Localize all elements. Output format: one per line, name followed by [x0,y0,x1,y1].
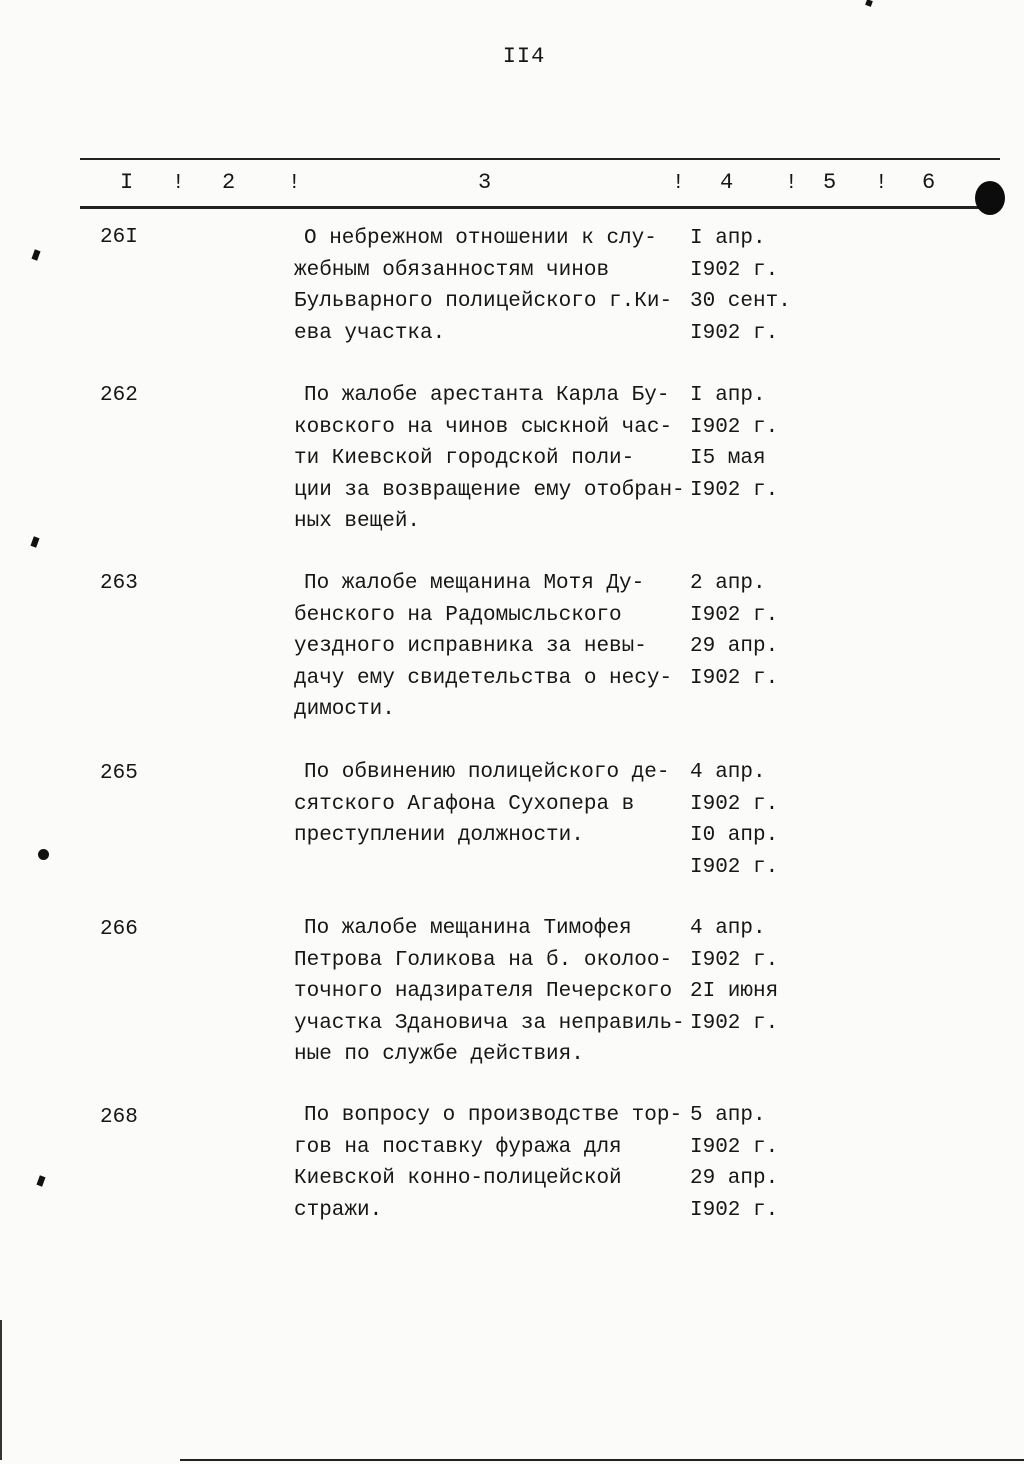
date-line: 4 апр. [690,761,766,784]
date-line: I апр. [690,227,766,250]
date-line: 4 апр. [690,917,766,940]
date-line: I902 г. [690,948,779,972]
punch-mark [30,536,39,547]
date-line: I902 г. [690,1011,779,1035]
text-line: О небрежном отношении к слу- [304,227,657,250]
text-line: ные по службе действия. [294,1043,584,1066]
row-description [294,913,699,1071]
text-line: сятского Агафона Сухопера в [294,792,635,816]
text-line: ковского на чинов сыскной час- [294,415,673,439]
row-dates [690,380,800,506]
date-line: I902 г. [690,258,779,282]
text-line: участка Здановича за неправиль- [294,1011,685,1035]
column-header-6: 6 [922,170,936,195]
table-top-rule [80,158,1000,160]
text-line: По жалобе мещанина Мотя Ду- [304,572,645,595]
date-line: I902 г. [690,603,779,627]
page-number: II4 [502,44,546,69]
text-line: гов на поставку фуража для [294,1135,622,1159]
text-line: По вопросу о производстве тор- [304,1104,683,1127]
row-description [294,223,699,349]
row-number: 265 [100,762,138,785]
punch-mark [865,0,873,7]
date-line: I902 г. [690,321,779,345]
row-dates [690,568,800,694]
row-description [294,568,699,726]
column-header-2: 2 [222,170,236,195]
row-number: 263 [100,572,138,595]
text-line: ева участка. [294,321,446,345]
text-line: Киевской конно-полицейской [294,1167,622,1190]
text-line: стражи. [294,1198,383,1222]
text-line: Бульварного полицейского г.Ки- [294,290,673,313]
text-line: Петрова Голикова на б. околоо- [294,948,673,972]
margin-line [0,1320,2,1460]
row-number: 268 [100,1106,138,1129]
date-line: I апр. [690,384,766,407]
row-number: 26I [100,226,138,249]
date-line: I902 г. [690,855,779,879]
column-separator: ! [785,172,798,195]
column-separator: ! [172,172,185,195]
punch-mark [31,249,40,260]
text-line: По обвинению полицейского де- [304,761,670,784]
column-separator: ! [672,172,685,195]
text-line: точного надзирателя Печерского [294,980,673,1003]
text-line: По жалобе арестанта Карла Бу- [304,384,670,407]
row-description [294,380,699,538]
date-line: 5 апр. [690,1104,766,1127]
date-line: I0 апр. [690,824,779,847]
date-line: I902 г. [690,666,779,690]
row-description [294,1100,699,1226]
date-line: 30 сент. [690,290,791,313]
row-dates [690,913,800,1039]
text-line: преступлении должности. [294,824,584,847]
text-line: ных вещей. [294,510,421,533]
punch-mark [38,849,49,860]
row-number: 266 [100,918,138,941]
row-dates [690,1100,800,1226]
text-line: жебным обязанностям чинов [294,258,610,282]
text-line: уездного исправника за невы- [294,635,647,658]
table-header-rule [80,206,990,209]
column-header-4: 4 [720,170,734,195]
punch-mark [36,1175,45,1186]
row-dates [690,223,800,349]
column-separator: ! [288,172,301,195]
text-line: ти Киевской городской поли- [294,447,635,470]
text-line: дачу ему свидетельства о несу- [294,666,673,690]
column-header-1: I [120,170,134,195]
date-line: I902 г. [690,478,779,502]
date-line: I902 г. [690,415,779,439]
text-line: бенского на Радомысльского [294,603,622,627]
column-separator: ! [875,172,888,195]
date-line: 29 апр. [690,1167,779,1190]
row-description [294,757,699,852]
date-line: I902 г. [690,1135,779,1159]
bottom-rule [180,1459,1024,1461]
date-line: I5 мая [690,447,766,470]
date-line: 2I июня [690,980,779,1003]
date-line: I902 г. [690,792,779,816]
column-header-5: 5 [823,170,837,195]
text-line: димости. [294,698,395,721]
binder-hole [975,181,1005,215]
row-number: 262 [100,384,138,407]
text-line: ции за возвращение ему отобран- [294,478,685,502]
date-line: I902 г. [690,1198,779,1222]
text-line: По жалобе мещанина Тимофея [304,917,632,940]
date-line: 2 апр. [690,572,766,595]
column-header-3: 3 [478,170,492,195]
row-dates [690,757,800,883]
date-line: 29 апр. [690,635,779,658]
